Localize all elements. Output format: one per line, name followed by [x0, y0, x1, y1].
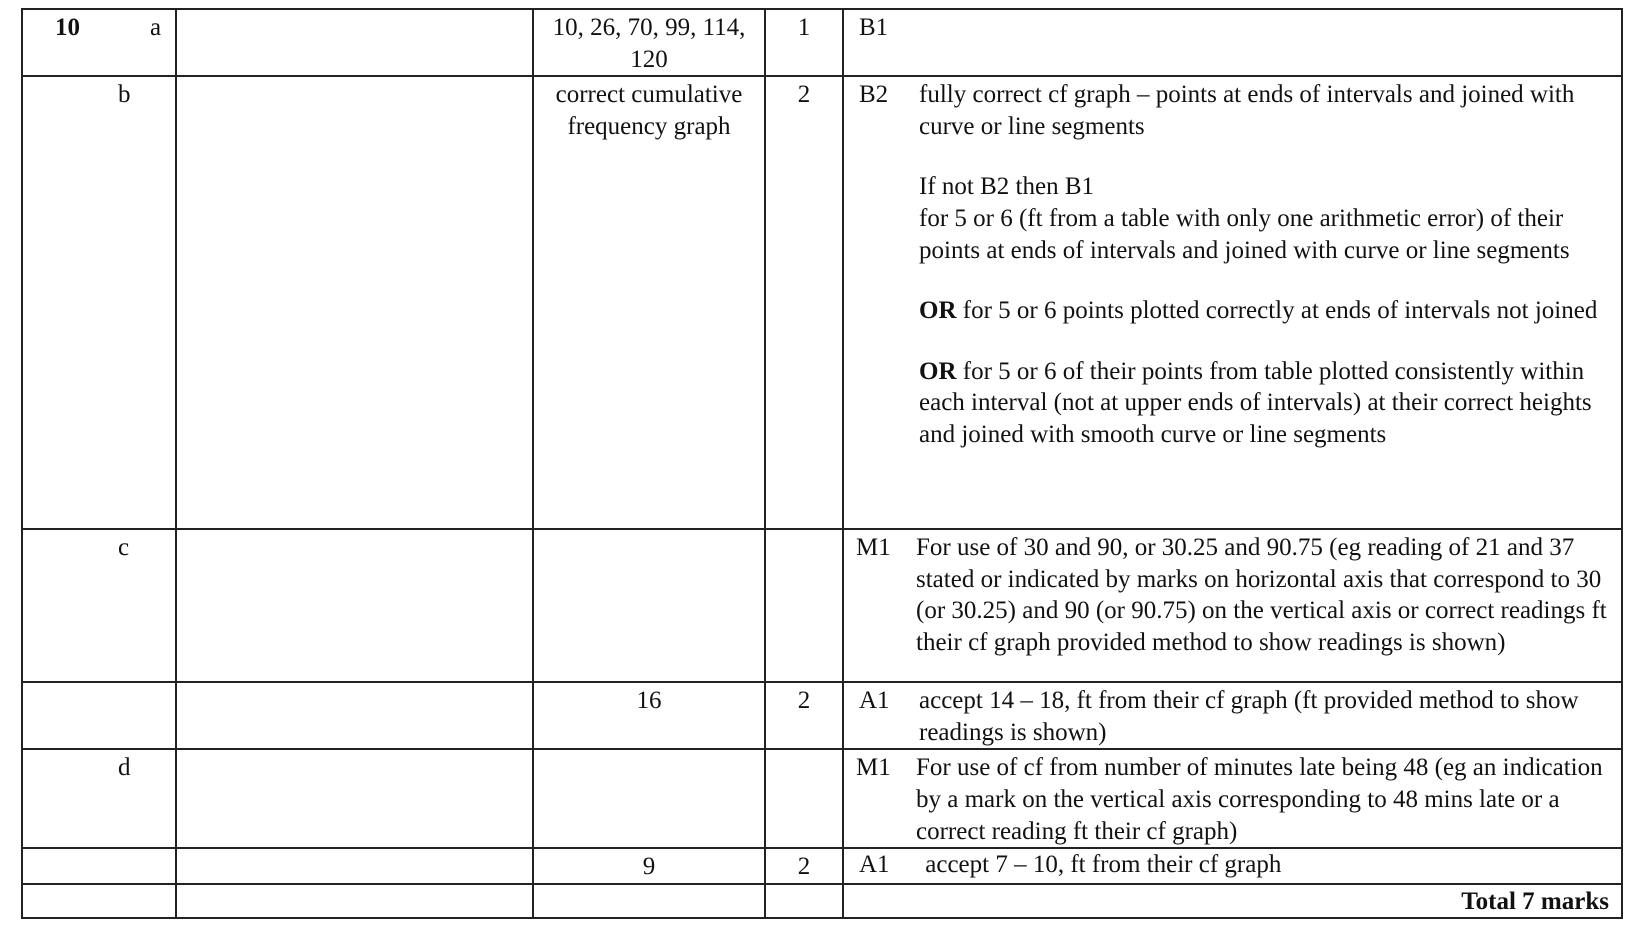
mark-cell	[765, 749, 843, 848]
question-part-cell	[22, 76, 176, 529]
guidance-text: for 5 or 6 of their points from table plotted consistently within each interval (not at upper ends of intervals) at their correct heights and joined with smooth curve or line segments	[919, 357, 1592, 448]
answer-cell	[533, 529, 765, 682]
table-row	[22, 884, 1622, 919]
part-label: b	[118, 81, 131, 109]
working-cell	[176, 76, 533, 529]
guidance-notes: For use of cf from number of minutes late being 48 (eg an indication by a mark on the vertical axis corresponding to 48 mins late or a correct reading ft their cf graph)	[916, 754, 1603, 845]
question-part-cell	[22, 529, 176, 682]
answer-cell	[533, 749, 765, 848]
question-part-cell	[22, 749, 176, 848]
guidance-cell	[843, 9, 1622, 76]
mark-value: 1	[797, 14, 811, 41]
mark-scheme-table	[21, 8, 1623, 919]
mark-code: A1	[859, 851, 890, 879]
answer-cell	[533, 682, 765, 749]
guidance-paragraph	[919, 356, 1609, 451]
working-cell	[176, 682, 533, 749]
question-part-cell	[22, 682, 176, 749]
working-cell	[176, 529, 533, 682]
guidance-cell	[843, 529, 1622, 682]
working-cell	[176, 9, 533, 76]
or-keyword: OR	[919, 357, 957, 385]
table-row	[22, 9, 1622, 76]
mark-value: 2	[797, 853, 811, 881]
guidance-paragraph: for 5 or 6 (ft from a table with only one arithmetic error) of their points at ends of intervals and joined with curve or line segments	[919, 204, 1570, 264]
mark-code: M1	[856, 534, 891, 562]
working-cell	[176, 884, 533, 919]
guidance-paragraph: fully correct cf graph – points at ends of intervals and joined with curve or line segments	[919, 81, 1575, 140]
mark-code: A1	[859, 687, 890, 715]
working-cell	[176, 848, 533, 884]
guidance-notes: For use of 30 and 90, or 30.25 and 90.75 (eg reading of 21 and 37 stated or indicated by marks on horizontal axis that correspond to 30 (or 30.25) and 90 (or 90.75) on the vertical axis or correct readings ft their cf graph provided method to show readings is shown)	[916, 534, 1607, 656]
mark-cell	[765, 76, 843, 529]
guidance-paragraph: If not B2 then B1	[919, 173, 1094, 201]
question-number: 10	[55, 14, 80, 41]
mark-cell	[765, 529, 843, 682]
question-part-cell	[22, 884, 176, 919]
mark-code: B1	[859, 14, 889, 41]
mark-value: 2	[797, 687, 811, 715]
answer-text: 9	[642, 853, 656, 881]
question-part-cell	[22, 848, 176, 884]
answer-cell	[533, 848, 765, 884]
table-row	[22, 529, 1622, 682]
guidance-cell	[843, 848, 1622, 884]
part-label: d	[118, 754, 131, 782]
mark-cell	[765, 848, 843, 884]
part-label: a	[150, 14, 162, 41]
guidance-notes	[919, 77, 1621, 450]
guidance-notes: accept 14 – 18, ft from their cf graph (ft provided method to show readings is shown)	[919, 687, 1579, 746]
mark-cell	[765, 884, 843, 919]
question-part-cell	[22, 9, 176, 76]
working-cell	[176, 749, 533, 848]
mark-code: B2	[859, 81, 889, 109]
table-row	[22, 848, 1622, 884]
guidance-paragraph	[919, 295, 1609, 327]
mark-code: M1	[856, 754, 891, 782]
or-keyword: OR	[919, 297, 957, 325]
guidance-cell	[843, 76, 1622, 529]
guidance-notes: accept 7 – 10, ft from their cf graph	[919, 851, 1282, 879]
answer-cell	[533, 76, 765, 529]
table-row	[22, 682, 1622, 749]
table-row	[22, 76, 1622, 529]
answer-text: 10, 26, 70, 99, 114, 120	[552, 14, 746, 73]
answer-cell	[533, 9, 765, 76]
total-marks: Total 7 marks	[843, 884, 1622, 919]
mark-cell	[765, 682, 843, 749]
answer-text: 16	[636, 687, 662, 715]
table-row	[22, 749, 1622, 848]
mark-cell	[765, 9, 843, 76]
guidance-text: for 5 or 6 points plotted correctly at ends of intervals not joined	[956, 297, 1598, 325]
answer-cell	[533, 884, 765, 919]
answer-text: correct cumulative frequency graph	[555, 81, 743, 140]
guidance-cell	[843, 682, 1622, 749]
guidance-cell	[843, 749, 1622, 848]
part-label: c	[118, 534, 130, 562]
mark-value: 2	[797, 81, 811, 109]
